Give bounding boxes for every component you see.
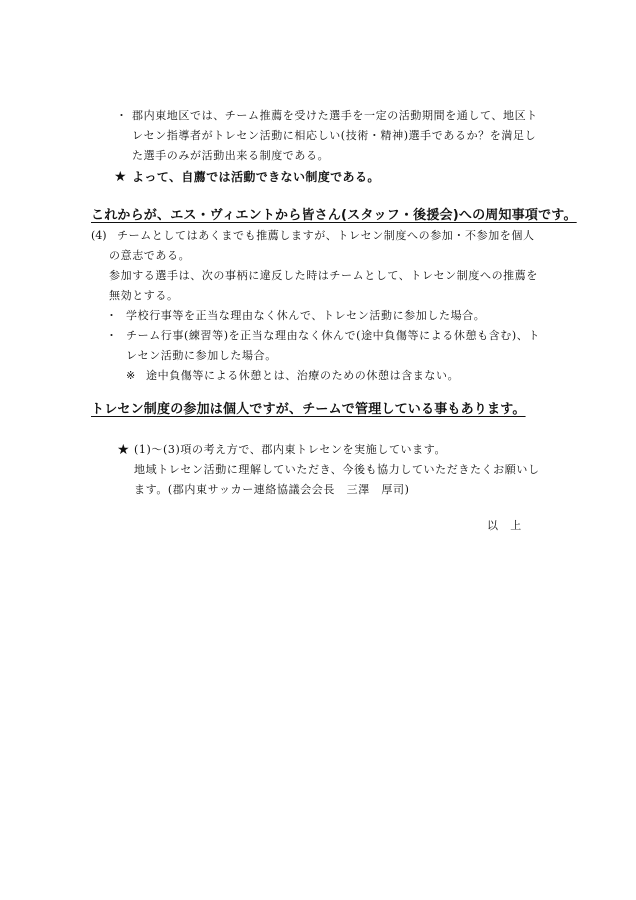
bullet-mark: ・ <box>106 309 117 322</box>
paragraph-line: た選手のみが活動出来る制度である。 <box>132 149 330 162</box>
paragraph-line: (1)～(3)項の考え方で、郡内東トレセンを実施しています。 <box>134 443 447 456</box>
paragraph-line: レセン指導者がトレセン活動に相応しい(技術・精神)選手であるか？を満足し <box>132 129 537 142</box>
emphasis-note: よって、自薦では活動できない制度である。 <box>132 170 380 184</box>
list-item: 学校行事等を正当な理由なく休んで、トレセン活動に参加した場合。 <box>126 309 486 322</box>
list-item: チーム行事(練習等)を正当な理由なく休んで(途中負傷等による休憩も含む)、ト <box>126 329 540 342</box>
paragraph-line: チームとしてはあくまでも推薦しますが、トレセン制度への参加・不参加を個人 <box>117 229 535 242</box>
list-item-continuation: レセン活動に参加した場合。 <box>126 349 277 362</box>
paragraph-line: 無効とする。 <box>109 289 179 302</box>
paragraph-line: の意志である。 <box>109 249 191 262</box>
paragraph-line: 地域トレセン活動に理解していただき、今後も協力していただきたくお願いし <box>134 463 540 476</box>
paragraph-line: 郡内東地区では、チーム推薦を受けた選手を一定の活動期間を通して、地区ト <box>132 109 538 122</box>
note-text: 途中負傷等による休憩とは、治療のための休憩は含まない。 <box>146 369 460 382</box>
bullet-mark: ・ <box>116 109 127 122</box>
item-number: (4) <box>91 229 107 242</box>
star-icon: ★ <box>114 169 127 185</box>
note-mark: ※ <box>126 369 136 382</box>
section-heading: トレセン制度の参加は個人ですが、チームで管理している事もあります。 <box>91 402 526 417</box>
paragraph-line: ます。(郡内東サッカー連絡協議会会長 三澤 厚司) <box>134 483 410 496</box>
bullet-mark: ・ <box>106 329 117 342</box>
star-icon: ★ <box>117 442 130 458</box>
section-heading: これからが、エス・ヴィエントから皆さん(スタッフ・後援会)への周知事項です。 <box>91 208 577 223</box>
paragraph-line: 参加する選手は、次の事柄に違反した時はチームとして、トレセン制度への推薦を <box>109 269 538 282</box>
closing-text: 以 上 <box>487 519 522 532</box>
